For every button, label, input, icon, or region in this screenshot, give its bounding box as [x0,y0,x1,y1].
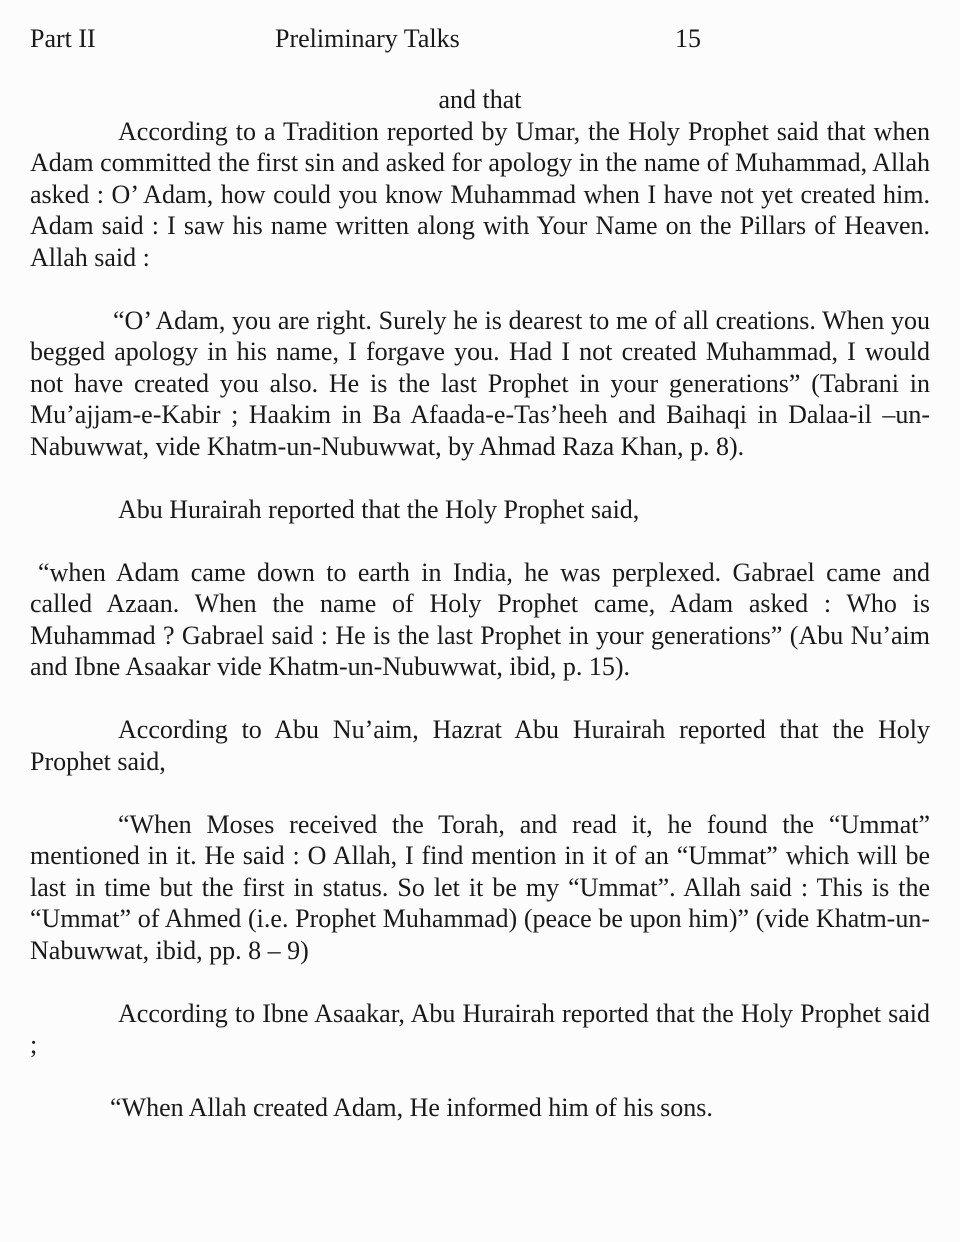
page-body [30,84,930,1124]
subheading-and-that: and that [438,85,522,114]
header-part-label: Part II [30,24,96,53]
paragraph-ibne-asaakar-intro: According to Ibne Asaakar, Abu Hurairah reported that the Holy Prophet said ; [30,998,930,1059]
paragraph-tradition-umar: According to a Tradition reported by Umar, the Holy Prophet said that when Adam committed the first sin and asked for apology in the name of Muhammad, Allah asked : O’ Adam, how could you know Muhammad when I have not yet created him. Adam said : I saw his name written along with Your Name on the Pillars of Heaven. Allah said : [30,116,930,272]
paragraph-abu-hurairah-intro: Abu Hurairah reported that the Holy Prophet said, [118,494,640,524]
paragraph-adam-india-quote: “when Adam came down to earth in India, he was perplexed. Gabrael came and called Azaan. When the name of Holy Prophet came, Adam asked : Who is Muhammad ? Gabrael said : He is the last Prophet in your generations” (Abu Nu’aim and Ibne Asaakar vide Khatm-un-Nubuwwat, ibid, p. 15). [30,557,930,681]
paragraph-o-adam-quote: “O’ Adam, you are right. Surely he is dearest to me of all creations. When you begged apology in his name, I forgave you. Had I not created Muhammad, I would not have created you also. He is the last Prophet in your generations” (Tabrani in Mu’ajjam-e-Kabir ; Haakim in Ba Afaada-e-Tas’heeh and Baihaqi in Dalaa-il –un-Nabuwwat, vide Khatm-un-Nubuwwat, by Ahmad Raza Khan, p. 8). [30,305,930,461]
page-number: 15 [675,24,701,53]
page-header [0,23,960,55]
paragraph-moses-torah-quote: “When Moses received the Torah, and read it, he found the “Ummat” mentioned in it. He said : O Allah, I find mention in it of an “Ummat” which will be last in time but the first in status. So let it be my “Ummat”. Allah said : This is the “Ummat” of Ahmed (i.e. Prophet Muhammad) (peace be upon him)” (vide Khatm-un-Nabuwwat, ibid, pp. 8 – 9) [30,809,930,965]
paragraph-abu-nuaim-intro: According to Abu Nu’aim, Hazrat Abu Hurairah reported that the Holy Prophet said, [30,715,930,776]
paragraph-allah-created-adam-quote: “When Allah created Adam, He informed him of his sons. [110,1093,713,1122]
header-chapter-title: Preliminary Talks [275,24,460,53]
